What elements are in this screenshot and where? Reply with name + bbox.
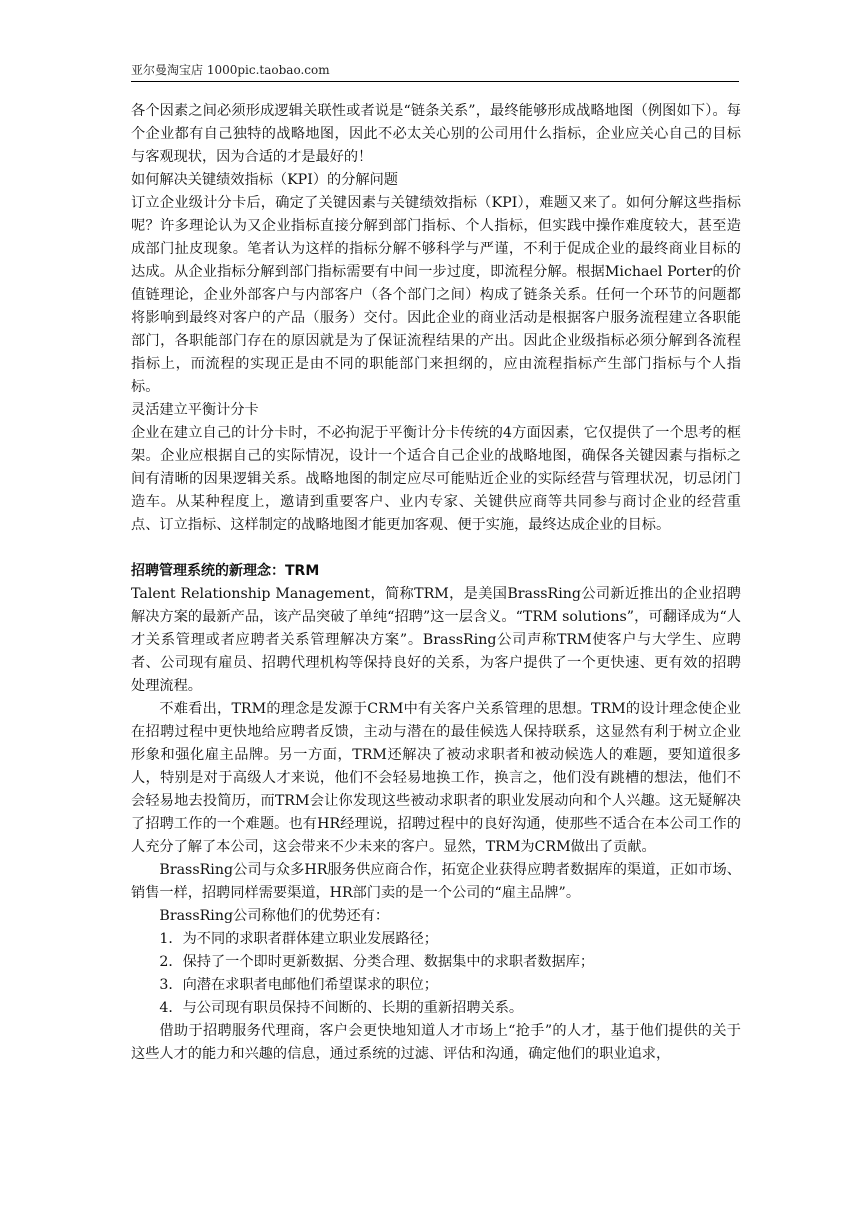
body-paragraph: BrassRing公司与众多HR服务供应商合作，拓宽企业获得应聘者数据库的渠道，正如市场、销售一样，招聘同样需要渠道，HR部门卖的是一个公司的“雇主品牌”。	[131, 862, 741, 901]
list-item: 3．向潜在求职者电邮他们希望谋求的职位；	[159, 977, 438, 993]
body-paragraph: 企业在建立自己的计分卡时，不必拘泥于平衡计分卡传统的4方面因素，它仅提供了一个思考的框架。企业应根据自己的实际情况，设计一个适合自己企业的战略地图，确保各关键因素与指标之间有清晰的因果逻辑关系。战略地图的制定应尽可能贴近企业的实际经营与管理状况，切忌闭门造车。从某种程度上，邀请到重要客户、业内专家、关键供应商等共同参与商讨企业的经营重点、订立指标、这样制定的战略地图才能更加客观、便于实施，最终达成企业的目标。	[131, 425, 741, 533]
list-item: 4．与公司现有职员保持不间断的、长期的重新招聘关系。	[159, 1000, 524, 1016]
body-paragraph: 不难看出，TRM的理念是发源于CRM中有关客户关系管理的思想。TRM的设计理念使企业在招聘过程中更快地给应聘者反馈，主动与潜在的最佳候选人保持联系，这显然有利于树立企业形象和强化雇主品牌。另一方面，TRM还解决了被动求职者和被动候选人的难题，要知道很多人，特别是对于高级人才来说，他们不会轻易地换工作，换言之，他们没有跳槽的想法，他们不会轻易地去投简历，而TRM会让你发现这些被动求职者的职业发展动向和个人兴趣。这无疑解决了招聘工作的一个难题。也有HR经理说，招聘过程中的良好沟通，使那些不适合在本公司工作的人充分了解了本公司，这会带来不少未来的客户。显然，TRM为CRM做出了贡献。	[131, 701, 741, 855]
list-item: 1．为不同的求职者群体建立职业发展路径；	[159, 931, 438, 947]
section-title-trm: 招聘管理系统的新理念：TRM	[131, 563, 320, 579]
subheading-kpi: 如何解决关键绩效指标（KPI）的分解问题	[131, 172, 398, 188]
body-paragraph: 借助于招聘服务代理商，客户会更快地知道人才市场上“抢手”的人才，基于他们提供的关于这些人才的能力和兴趣的信息，通过系统的过滤、评估和沟通，确定他们的职业追求，	[131, 1023, 741, 1062]
body-paragraph: 订立企业级计分卡后，确定了关键因素与关键绩效指标（KPI），难题又来了。如何分解这些指标呢？许多理论认为又企业指标直接分解到部门指标、个人指标，但实践中操作难度较大，甚至造成部门扯皮现象。笔者认为这样的指标分解不够科学与严谨，不利于促成企业的最终商业目标的达成。从企业指标分解到部门指标需要有中间一步过度，即流程分解。根据Michael Porter的价值链理论，企业外部客户与内部客户（各个部门之间）构成了链条关系。任何一个环节的问题都将影响到最终对客户的产品（服务）交付。因此企业的商业活动是根据客户服务流程建立各职能部门，各职能部门存在的原因就是为了保证流程结果的产出。因此企业级指标必须分解到各流程指标上，而流程的实现正是由不同的职能部门来担纲的，应由流程指标产生部门指标与个人指标。	[131, 195, 741, 395]
body-paragraph: BrassRing公司称他们的优势还有：	[159, 908, 390, 924]
body-paragraph: 各个因素之间必须形成逻辑关联性或者说是“链条关系”，最终能够形成战略地图（例图如下）。每个企业都有自己独特的战略地图，因此不必太关心别的公司用什么指标，企业应关心自己的目标与客观现状，因为合适的才是最好的！	[131, 103, 741, 165]
header-text: 亚尔曼淘宝店 1000pic.taobao.com	[131, 63, 330, 77]
document-body	[131, 100, 741, 1066]
subheading-flexible-bsc: 灵活建立平衡计分卡	[131, 402, 259, 418]
body-paragraph: Talent Relationship Management，简称TRM，是美国BrassRing公司新近推出的企业招聘解决方案的最新产品，该产品突破了单纯“招聘”这一层含义。“TRM solutions”，可翻译成为“人才关系管理或者应聘者关系管理解决方案”。BrassRing公司声称TRM使客户与大学生、应聘者、公司现有雇员、招聘代理机构等保持良好的关系，为客户提供了一个更快速、更有效的招聘处理流程。	[131, 586, 741, 694]
page-header	[131, 63, 739, 82]
list-item: 2．保持了一个即时更新数据、分类合理、数据集中的求职者数据库；	[159, 954, 595, 970]
